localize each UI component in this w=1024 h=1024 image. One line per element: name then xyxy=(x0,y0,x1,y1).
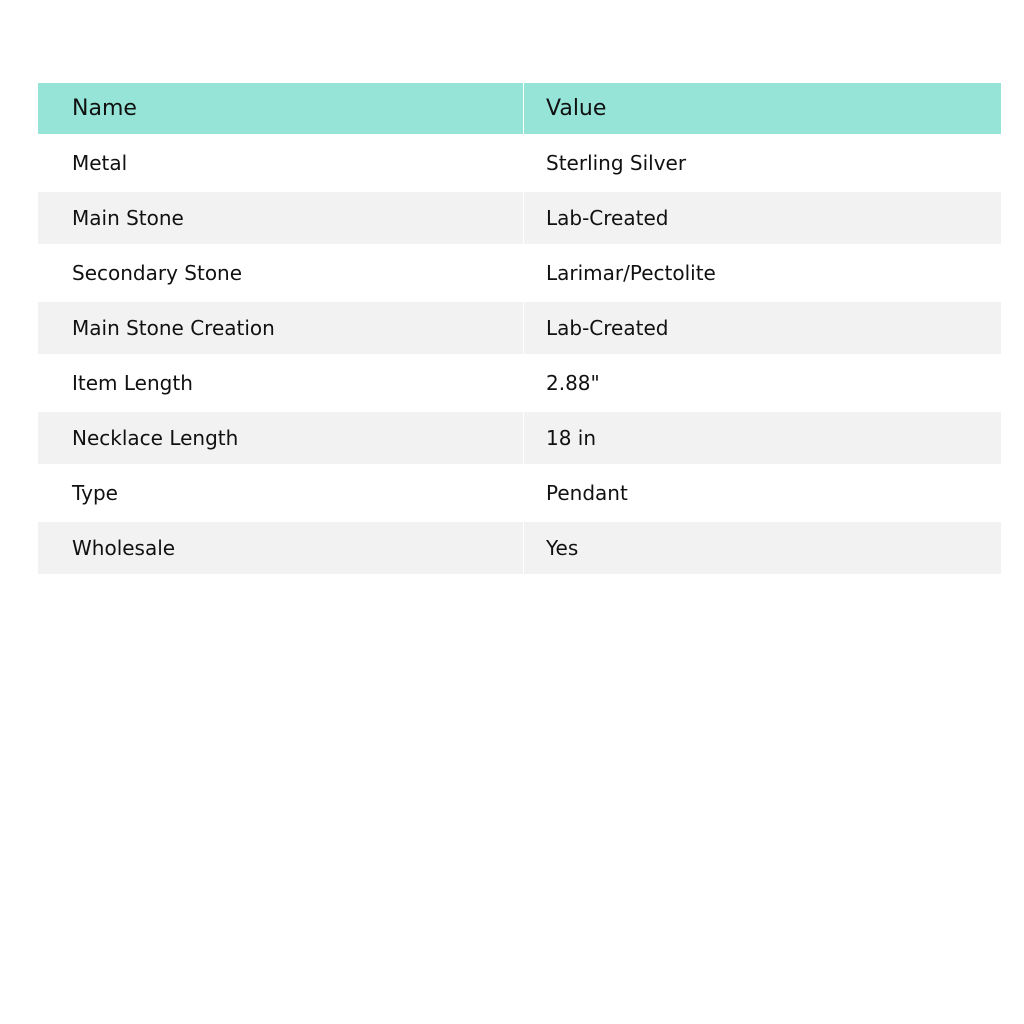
specifications-table xyxy=(38,83,1001,574)
table-row xyxy=(38,302,1001,354)
row-name: Main Stone xyxy=(72,206,184,230)
row-value: Yes xyxy=(546,536,579,560)
table-header-row xyxy=(38,83,1001,134)
row-name: Metal xyxy=(72,151,128,175)
table-row xyxy=(38,522,1001,574)
table-row xyxy=(38,412,1001,464)
row-value: Pendant xyxy=(546,481,628,505)
row-name: Secondary Stone xyxy=(72,261,243,285)
row-value: Larimar/Pectolite xyxy=(546,261,716,285)
table-row xyxy=(38,134,1001,192)
header-name: Name xyxy=(72,95,137,121)
table-row xyxy=(38,244,1001,302)
row-value: Sterling Silver xyxy=(546,151,687,175)
row-name: Type xyxy=(72,481,118,505)
table-row xyxy=(38,354,1001,412)
table-row xyxy=(38,192,1001,244)
row-name: Necklace Length xyxy=(72,426,239,450)
header-value: Value xyxy=(546,95,607,121)
table-row xyxy=(38,464,1001,522)
row-value: Lab-Created xyxy=(546,206,669,230)
row-value: 2.88" xyxy=(546,371,600,395)
row-name: Main Stone Creation xyxy=(72,316,275,340)
row-value: Lab-Created xyxy=(546,316,669,340)
row-value: 18 in xyxy=(546,426,597,450)
row-name: Item Length xyxy=(72,371,193,395)
row-name: Wholesale xyxy=(72,536,176,560)
